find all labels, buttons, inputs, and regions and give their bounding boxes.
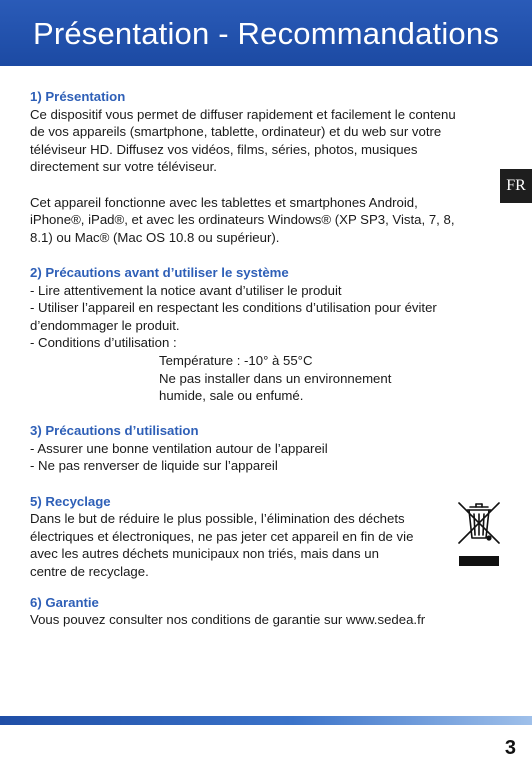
recycling-line: centre de recyclage. xyxy=(30,564,149,580)
spacer xyxy=(30,246,498,264)
presentation-line: de vos appareils (smartphone, tablette, ordinateur) et du web sur votre xyxy=(30,124,442,140)
condition-line: humide, sale ou enfumé. xyxy=(159,388,304,404)
page-number: 3 xyxy=(504,737,516,759)
section-title-precautions-system: 2) Précautions avant d’utiliser le système xyxy=(30,264,289,280)
spacer xyxy=(30,581,498,594)
presentation-line: téléviseur HD. Diffusez vos vidéos, films, séries, photos, musiques xyxy=(30,141,418,157)
section-title-recycling: 5) Recyclage xyxy=(30,493,111,509)
section-title-precautions-use: 3) Précautions d’utilisation xyxy=(30,423,199,439)
precaution-line: d’endommager le produit. xyxy=(30,317,180,333)
condition-line: Ne pas installer dans un environnement xyxy=(159,370,392,386)
recycling-line: avec les autres déchets municipaux non triés, mais dans un xyxy=(30,546,379,562)
precaution-line: - Lire attentivement la notice avant d’utiliser le produit xyxy=(30,282,342,298)
warranty-line: Vous pouvez consulter nos conditions de garantie sur www.sedea.fr xyxy=(30,612,426,628)
recycling-line: électriques et électroniques, ne pas jeter cet appareil en fin de vie xyxy=(30,528,414,544)
compatibility-line: Cet appareil fonctionne avec les tablettes et smartphones Android, xyxy=(30,194,418,210)
spacer xyxy=(30,475,498,493)
usage-line: - Assurer une bonne ventilation autour de l’appareil xyxy=(30,440,328,456)
compatibility-line: 8.1) ou Mac® (Mac OS 10.8 ou supérieur). xyxy=(30,229,280,245)
page-title: Présentation - Recommandations xyxy=(32,16,500,51)
weee-crossed-bin-icon xyxy=(455,498,503,568)
precaution-line: - Utiliser l’appareil en respectant les conditions d’utilisation pour éviter xyxy=(30,300,437,316)
spacer xyxy=(30,405,498,423)
usage-line: - Ne pas renverser de liquide sur l’appareil xyxy=(30,458,278,474)
compatibility-line: iPhone®, iPad®, et avec les ordinateurs Windows® (XP SP3, Vista, 7, 8, xyxy=(30,212,455,228)
precaution-line: - Conditions d’utilisation : xyxy=(30,335,177,351)
language-tab: FR xyxy=(500,169,532,203)
spacer xyxy=(30,176,498,194)
recycling-line: Dans le but de réduire le plus possible, l’élimination des déchets xyxy=(30,511,405,527)
section-title-warranty: 6) Garantie xyxy=(30,594,99,610)
presentation-line: Ce dispositif vous permet de diffuser rapidement et facilement le contenu xyxy=(30,106,456,122)
section-title-presentation: 1) Présentation xyxy=(30,89,126,104)
footer-band xyxy=(0,716,532,725)
document-body xyxy=(30,88,498,629)
condition-line: Température : -10° à 55°C xyxy=(159,352,313,368)
presentation-line: directement sur votre téléviseur. xyxy=(30,159,217,175)
page-header xyxy=(0,0,532,66)
